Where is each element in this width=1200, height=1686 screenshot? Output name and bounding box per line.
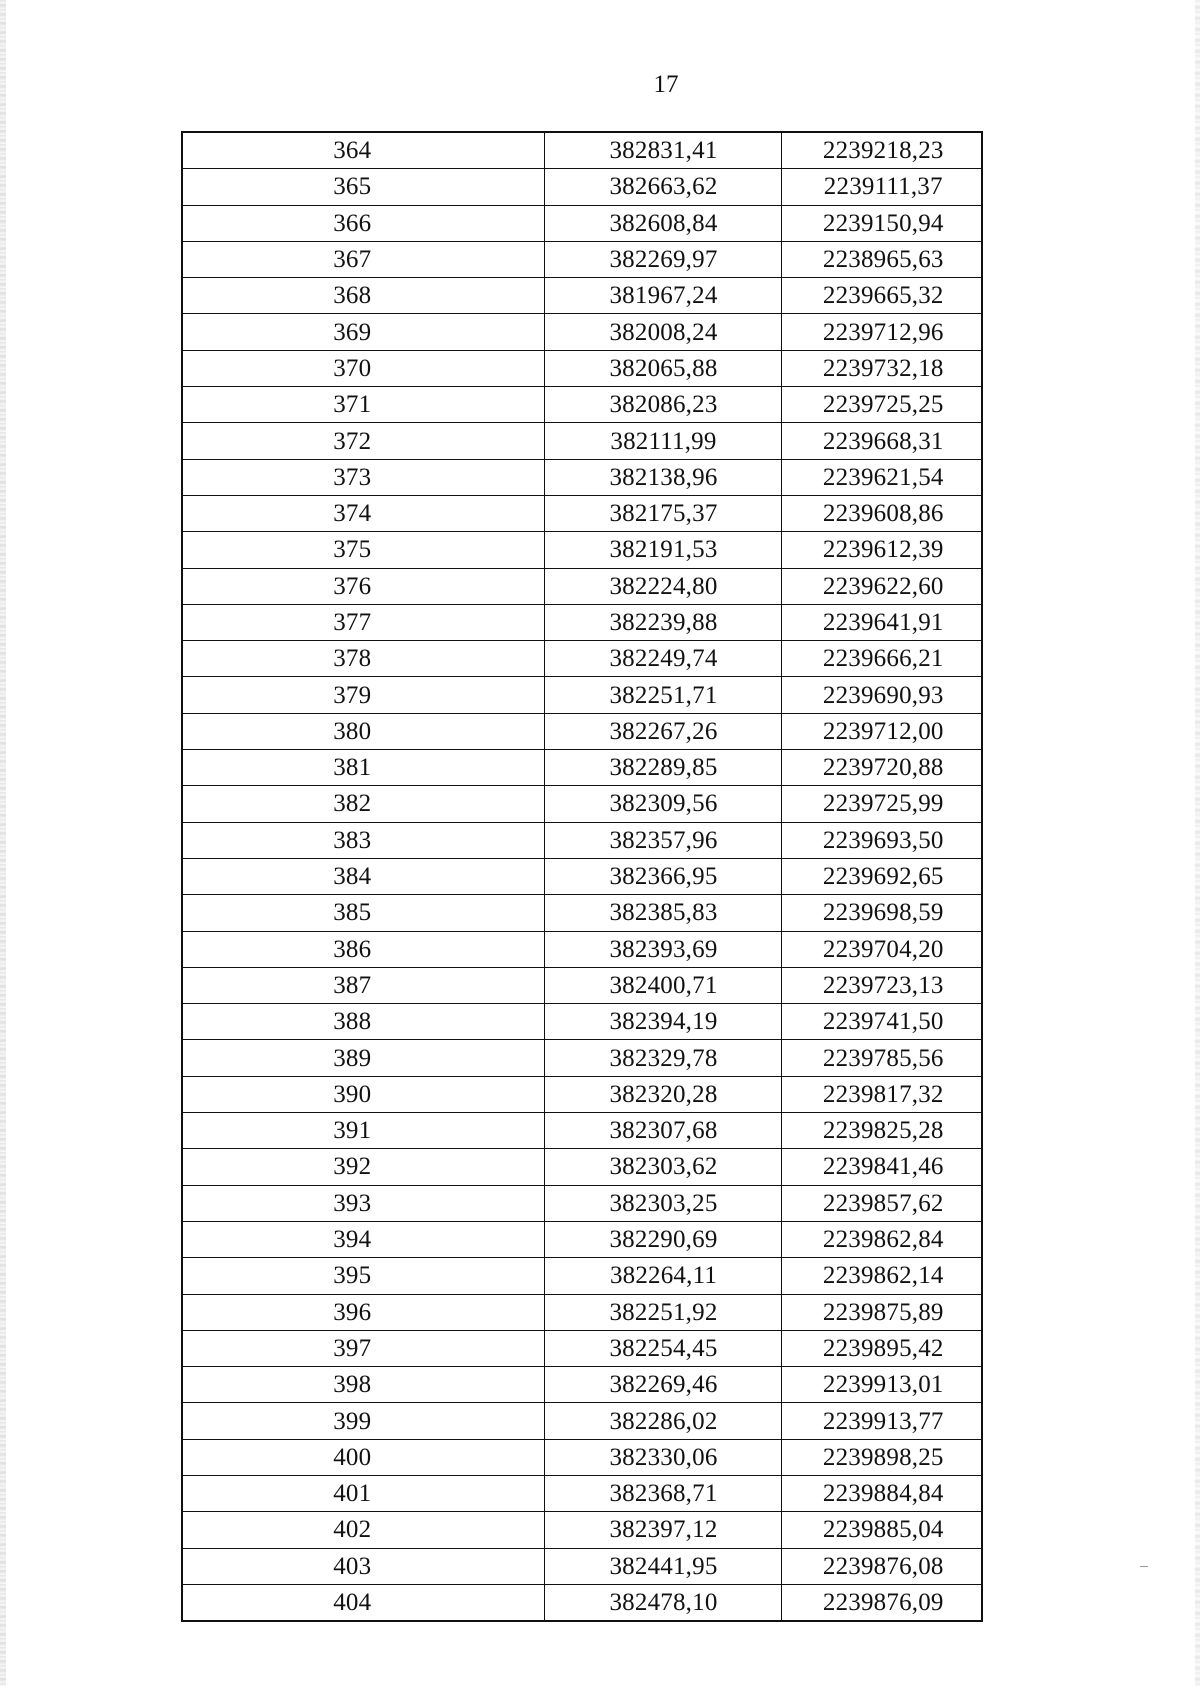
table-row bbox=[182, 1548, 982, 1584]
point-number-cell: 392 bbox=[182, 1149, 544, 1185]
x-coordinate-cell: 382249,74 bbox=[544, 641, 781, 677]
x-coordinate-cell: 382303,62 bbox=[544, 1149, 781, 1185]
y-coordinate-cell: 2239712,00 bbox=[781, 713, 982, 749]
x-coordinate-cell: 382330,06 bbox=[544, 1439, 781, 1475]
x-coordinate-cell: 382251,92 bbox=[544, 1294, 781, 1330]
table-row bbox=[182, 604, 982, 640]
point-number-cell: 366 bbox=[182, 205, 544, 241]
x-coordinate-cell: 382191,53 bbox=[544, 532, 781, 568]
table-row bbox=[182, 1475, 982, 1511]
table-row bbox=[182, 169, 982, 205]
scan-edge-right bbox=[1195, 0, 1200, 1686]
x-coordinate-cell: 382008,24 bbox=[544, 314, 781, 350]
point-number-cell: 385 bbox=[182, 895, 544, 931]
y-coordinate-cell: 2239720,88 bbox=[781, 750, 982, 786]
point-number-cell: 383 bbox=[182, 822, 544, 858]
y-coordinate-cell: 2239895,42 bbox=[781, 1330, 982, 1366]
y-coordinate-cell: 2239785,56 bbox=[781, 1040, 982, 1076]
point-number-cell: 395 bbox=[182, 1258, 544, 1294]
table-row bbox=[182, 895, 982, 931]
x-coordinate-cell: 382357,96 bbox=[544, 822, 781, 858]
table-row bbox=[182, 532, 982, 568]
point-number-cell: 398 bbox=[182, 1367, 544, 1403]
x-coordinate-cell: 382385,83 bbox=[544, 895, 781, 931]
y-coordinate-cell: 2239723,13 bbox=[781, 967, 982, 1003]
y-coordinate-cell: 2239693,50 bbox=[781, 822, 982, 858]
y-coordinate-cell: 2239841,46 bbox=[781, 1149, 982, 1185]
y-coordinate-cell: 2239712,96 bbox=[781, 314, 982, 350]
y-coordinate-cell: 2239111,37 bbox=[781, 169, 982, 205]
table-row bbox=[182, 641, 982, 677]
x-coordinate-cell: 382309,56 bbox=[544, 786, 781, 822]
x-coordinate-cell: 382264,11 bbox=[544, 1258, 781, 1294]
x-coordinate-cell: 382086,23 bbox=[544, 387, 781, 423]
x-coordinate-cell: 382289,85 bbox=[544, 750, 781, 786]
point-number-cell: 368 bbox=[182, 278, 544, 314]
y-coordinate-cell: 2239741,50 bbox=[781, 1004, 982, 1040]
point-number-cell: 401 bbox=[182, 1475, 544, 1511]
x-coordinate-cell: 382175,37 bbox=[544, 495, 781, 531]
x-coordinate-cell: 382320,28 bbox=[544, 1076, 781, 1112]
point-number-cell: 369 bbox=[182, 314, 544, 350]
point-number-cell: 402 bbox=[182, 1512, 544, 1548]
y-coordinate-cell: 2239885,04 bbox=[781, 1512, 982, 1548]
y-coordinate-cell: 2239692,65 bbox=[781, 858, 982, 894]
point-number-cell: 397 bbox=[182, 1330, 544, 1366]
y-coordinate-cell: 2239150,94 bbox=[781, 205, 982, 241]
x-coordinate-cell: 382224,80 bbox=[544, 568, 781, 604]
table-row bbox=[182, 1076, 982, 1112]
point-number-cell: 378 bbox=[182, 641, 544, 677]
y-coordinate-cell: 2239876,09 bbox=[781, 1584, 982, 1621]
table-row bbox=[182, 858, 982, 894]
y-coordinate-cell: 2239668,31 bbox=[781, 423, 982, 459]
table-row bbox=[182, 1367, 982, 1403]
y-coordinate-cell: 2239825,28 bbox=[781, 1113, 982, 1149]
coordinates-table bbox=[181, 131, 983, 1622]
point-number-cell: 393 bbox=[182, 1185, 544, 1221]
table-row bbox=[182, 568, 982, 604]
table-row bbox=[182, 132, 982, 169]
x-coordinate-cell: 382267,26 bbox=[544, 713, 781, 749]
x-coordinate-cell: 382111,99 bbox=[544, 423, 781, 459]
table-row bbox=[182, 822, 982, 858]
y-coordinate-cell: 2239725,25 bbox=[781, 387, 982, 423]
table-row bbox=[182, 205, 982, 241]
table-row bbox=[182, 1512, 982, 1548]
y-coordinate-cell: 2238965,63 bbox=[781, 241, 982, 277]
table-row bbox=[182, 1004, 982, 1040]
y-coordinate-cell: 2239817,32 bbox=[781, 1076, 982, 1112]
table-row bbox=[182, 713, 982, 749]
x-coordinate-cell: 382065,88 bbox=[544, 350, 781, 386]
x-coordinate-cell: 382251,71 bbox=[544, 677, 781, 713]
point-number-cell: 391 bbox=[182, 1113, 544, 1149]
point-number-cell: 375 bbox=[182, 532, 544, 568]
y-coordinate-cell: 2239876,08 bbox=[781, 1548, 982, 1584]
point-number-cell: 390 bbox=[182, 1076, 544, 1112]
point-number-cell: 372 bbox=[182, 423, 544, 459]
point-number-cell: 400 bbox=[182, 1439, 544, 1475]
table-row bbox=[182, 1185, 982, 1221]
x-coordinate-cell: 382290,69 bbox=[544, 1221, 781, 1257]
table-row bbox=[182, 1149, 982, 1185]
point-number-cell: 394 bbox=[182, 1221, 544, 1257]
point-number-cell: 382 bbox=[182, 786, 544, 822]
table-row bbox=[182, 1258, 982, 1294]
point-number-cell: 365 bbox=[182, 169, 544, 205]
x-coordinate-cell: 382478,10 bbox=[544, 1584, 781, 1621]
x-coordinate-cell: 382269,46 bbox=[544, 1367, 781, 1403]
x-coordinate-cell: 382329,78 bbox=[544, 1040, 781, 1076]
table-row bbox=[182, 241, 982, 277]
y-coordinate-cell: 2239732,18 bbox=[781, 350, 982, 386]
x-coordinate-cell: 382831,41 bbox=[544, 132, 781, 169]
y-coordinate-cell: 2239862,14 bbox=[781, 1258, 982, 1294]
point-number-cell: 404 bbox=[182, 1584, 544, 1621]
x-coordinate-cell: 382608,84 bbox=[544, 205, 781, 241]
table-row bbox=[182, 423, 982, 459]
table-row bbox=[182, 459, 982, 495]
x-coordinate-cell: 382286,02 bbox=[544, 1403, 781, 1439]
x-coordinate-cell: 382397,12 bbox=[544, 1512, 781, 1548]
table-row bbox=[182, 278, 982, 314]
table-row bbox=[182, 387, 982, 423]
y-coordinate-cell: 2239641,91 bbox=[781, 604, 982, 640]
point-number-cell: 364 bbox=[182, 132, 544, 169]
x-coordinate-cell: 382394,19 bbox=[544, 1004, 781, 1040]
table-row bbox=[182, 1040, 982, 1076]
y-coordinate-cell: 2239898,25 bbox=[781, 1439, 982, 1475]
y-coordinate-cell: 2239690,93 bbox=[781, 677, 982, 713]
y-coordinate-cell: 2239704,20 bbox=[781, 931, 982, 967]
x-coordinate-cell: 382663,62 bbox=[544, 169, 781, 205]
table-row bbox=[182, 1294, 982, 1330]
point-number-cell: 374 bbox=[182, 495, 544, 531]
y-coordinate-cell: 2239665,32 bbox=[781, 278, 982, 314]
x-coordinate-cell: 382269,97 bbox=[544, 241, 781, 277]
y-coordinate-cell: 2239884,84 bbox=[781, 1475, 982, 1511]
table-row bbox=[182, 750, 982, 786]
table-row bbox=[182, 967, 982, 1003]
point-number-cell: 381 bbox=[182, 750, 544, 786]
x-coordinate-cell: 382254,45 bbox=[544, 1330, 781, 1366]
y-coordinate-cell: 2239698,59 bbox=[781, 895, 982, 931]
table-row bbox=[182, 1113, 982, 1149]
point-number-cell: 399 bbox=[182, 1403, 544, 1439]
point-number-cell: 367 bbox=[182, 241, 544, 277]
point-number-cell: 370 bbox=[182, 350, 544, 386]
point-number-cell: 384 bbox=[182, 858, 544, 894]
x-coordinate-cell: 382138,96 bbox=[544, 459, 781, 495]
scan-edge-left bbox=[0, 0, 6, 1686]
y-coordinate-cell: 2239218,23 bbox=[781, 132, 982, 169]
table-row bbox=[182, 1330, 982, 1366]
table-row bbox=[182, 677, 982, 713]
table-row bbox=[182, 931, 982, 967]
table-row bbox=[182, 350, 982, 386]
y-coordinate-cell: 2239725,99 bbox=[781, 786, 982, 822]
point-number-cell: 373 bbox=[182, 459, 544, 495]
point-number-cell: 380 bbox=[182, 713, 544, 749]
point-number-cell: 377 bbox=[182, 604, 544, 640]
x-coordinate-cell: 382368,71 bbox=[544, 1475, 781, 1511]
table-row bbox=[182, 1403, 982, 1439]
scan-mark bbox=[1140, 1566, 1148, 1567]
table-row bbox=[182, 495, 982, 531]
x-coordinate-cell: 382303,25 bbox=[544, 1185, 781, 1221]
y-coordinate-cell: 2239857,62 bbox=[781, 1185, 982, 1221]
y-coordinate-cell: 2239621,54 bbox=[781, 459, 982, 495]
x-coordinate-cell: 382393,69 bbox=[544, 931, 781, 967]
point-number-cell: 396 bbox=[182, 1294, 544, 1330]
x-coordinate-cell: 382441,95 bbox=[544, 1548, 781, 1584]
point-number-cell: 371 bbox=[182, 387, 544, 423]
point-number-cell: 386 bbox=[182, 931, 544, 967]
table-row bbox=[182, 786, 982, 822]
coordinates-table-body bbox=[182, 132, 982, 1621]
y-coordinate-cell: 2239875,89 bbox=[781, 1294, 982, 1330]
y-coordinate-cell: 2239622,60 bbox=[781, 568, 982, 604]
y-coordinate-cell: 2239862,84 bbox=[781, 1221, 982, 1257]
point-number-cell: 388 bbox=[182, 1004, 544, 1040]
page-number: 17 bbox=[653, 71, 679, 98]
x-coordinate-cell: 382307,68 bbox=[544, 1113, 781, 1149]
x-coordinate-cell: 382400,71 bbox=[544, 967, 781, 1003]
y-coordinate-cell: 2239913,77 bbox=[781, 1403, 982, 1439]
table-row bbox=[182, 1439, 982, 1475]
table-row bbox=[182, 1221, 982, 1257]
table-row bbox=[182, 314, 982, 350]
x-coordinate-cell: 382239,88 bbox=[544, 604, 781, 640]
point-number-cell: 376 bbox=[182, 568, 544, 604]
x-coordinate-cell: 382366,95 bbox=[544, 858, 781, 894]
point-number-cell: 389 bbox=[182, 1040, 544, 1076]
point-number-cell: 387 bbox=[182, 967, 544, 1003]
y-coordinate-cell: 2239666,21 bbox=[781, 641, 982, 677]
point-number-cell: 403 bbox=[182, 1548, 544, 1584]
y-coordinate-cell: 2239608,86 bbox=[781, 495, 982, 531]
point-number-cell: 379 bbox=[182, 677, 544, 713]
y-coordinate-cell: 2239913,01 bbox=[781, 1367, 982, 1403]
table-row bbox=[182, 1584, 982, 1621]
x-coordinate-cell: 381967,24 bbox=[544, 278, 781, 314]
y-coordinate-cell: 2239612,39 bbox=[781, 532, 982, 568]
